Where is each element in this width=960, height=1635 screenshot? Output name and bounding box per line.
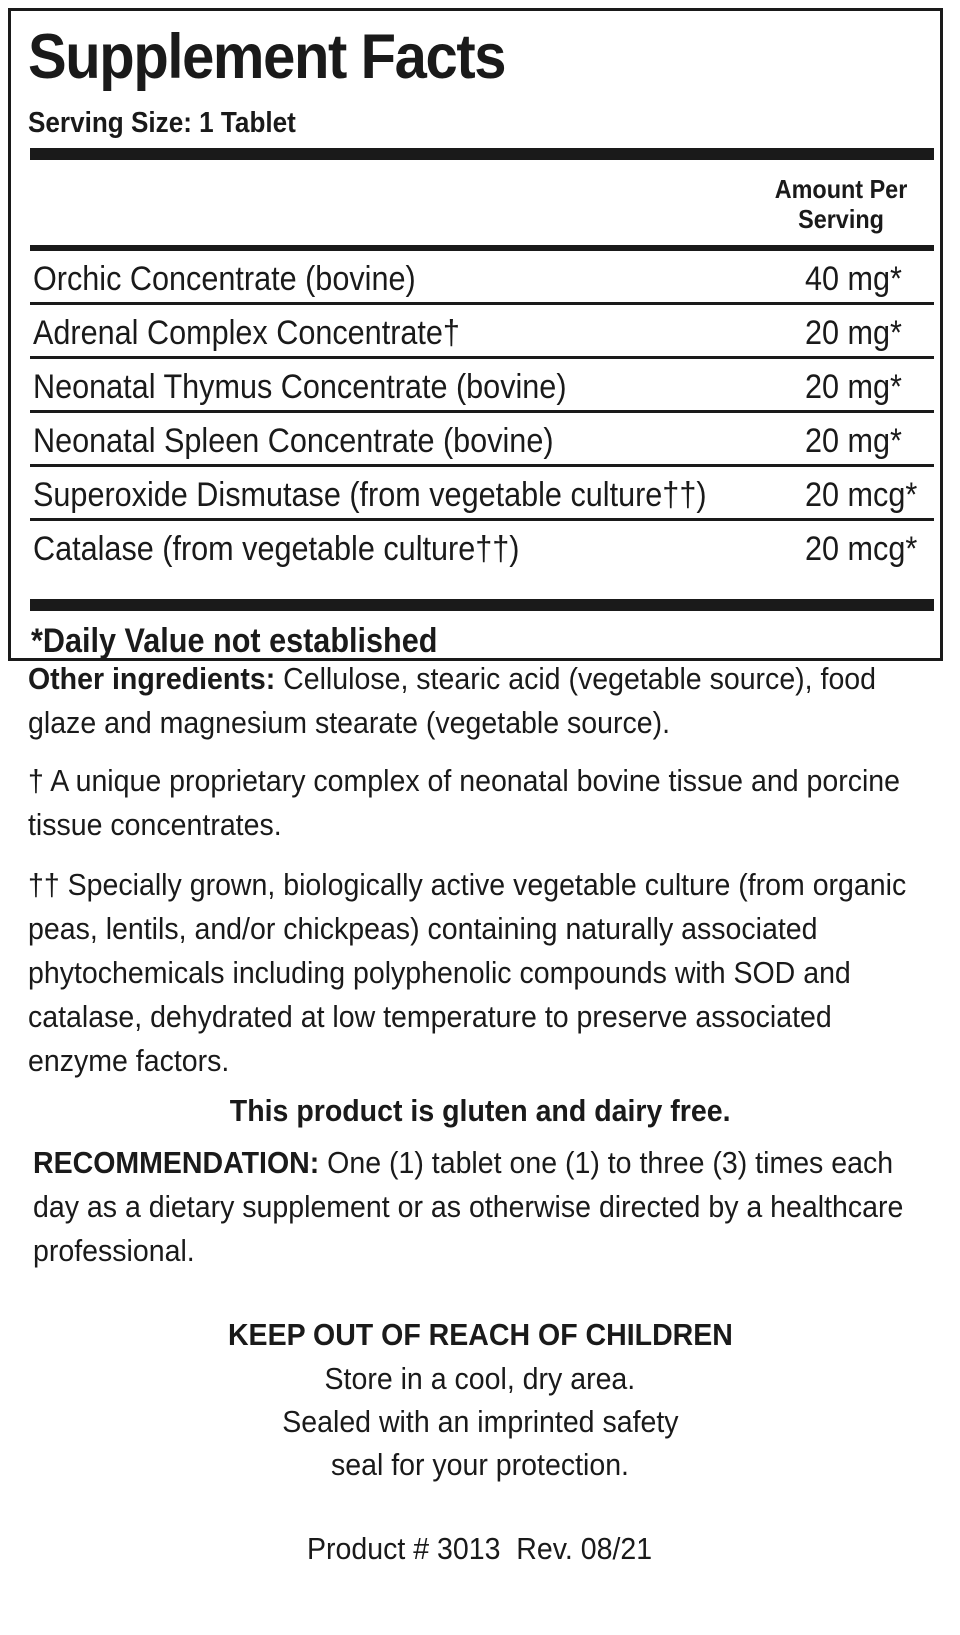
ingredient-row — [30, 251, 934, 305]
ingredient-name: Orchic Concentrate (bovine) — [33, 260, 416, 298]
ingredient-amount: 20 mg* — [805, 422, 902, 460]
ingredient-amount: 40 mg* — [805, 260, 902, 298]
product-info — [0, 1527, 960, 1571]
footnote-dagger: † A unique proprietary complex of neonatal bovine tissue and porcine tissue concentrates. — [28, 763, 901, 842]
ingredient-row — [30, 467, 934, 521]
ingredient-row — [30, 359, 934, 413]
product-number-text: Product # 3013 Rev. 08/21 — [307, 1531, 653, 1566]
other-ingredients — [28, 657, 930, 745]
ingredient-name: Superoxide Dismutase (from vegetable culture††) — [33, 476, 707, 514]
amount-header-line1: Amount Per — [774, 174, 908, 204]
gluten-dairy-free-text: This product is gluten and dairy free. — [229, 1093, 731, 1128]
ingredient-name: Neonatal Spleen Concentrate (bovine) — [33, 422, 554, 460]
ingredient-amount: 20 mg* — [805, 314, 902, 352]
ingredient-name: Neonatal Thymus Concentrate (bovine) — [33, 368, 567, 406]
ingredient-amount: 20 mcg* — [805, 476, 918, 514]
serving-size: Serving Size: 1 Tablet — [28, 107, 296, 139]
recommendation — [33, 1141, 935, 1273]
other-ingredients-label: Other ingredients: — [28, 661, 276, 696]
warning-title-text: KEEP OUT OF REACH OF CHILDREN — [227, 1317, 733, 1352]
amount-header-line2: Serving — [798, 204, 884, 234]
ingredient-name: Catalase (from vegetable culture††) — [33, 530, 520, 568]
seal-text-1: Sealed with an imprinted safety — [281, 1404, 679, 1439]
seal-line-1 — [0, 1400, 960, 1444]
ingredient-row — [30, 413, 934, 467]
ingredient-row — [30, 305, 934, 359]
warning-title — [0, 1313, 960, 1357]
ingredient-amount: 20 mg* — [805, 368, 902, 406]
seal-text-2: seal for your protection. — [330, 1447, 630, 1482]
recommendation-text: One (1) tablet one (1) to three (3) times each day as a dietary supplement or as otherwise directed by a healthcare professional. — [33, 1145, 904, 1268]
divider-thick-top — [30, 148, 934, 160]
recommendation-label: RECOMMENDATION: — [33, 1145, 320, 1180]
facts-title: Supplement Facts — [28, 22, 506, 92]
supplement-facts-panel — [8, 8, 943, 661]
divider-thick-bottom — [30, 599, 934, 611]
gluten-dairy-free-statement — [0, 1089, 960, 1133]
storage-text: Store in a cool, dry area. — [324, 1361, 636, 1396]
daily-value-note: *Daily Value not established — [31, 622, 438, 660]
ingredient-name: Adrenal Complex Concentrate† — [33, 314, 460, 352]
seal-line-2 — [0, 1443, 960, 1487]
storage-line — [0, 1357, 960, 1401]
ingredient-row — [30, 521, 934, 575]
ingredient-amount: 20 mcg* — [805, 530, 918, 568]
footnote-double-dagger: †† Specially grown, biologically active vegetable culture (from organic peas, lentils, and/or chickpeas) containing naturally associated phytochemicals including polyphenolic compounds with SOD and catalase, dehydrated at low temperature to preserve associated enzyme factors. — [28, 867, 907, 1078]
amount-per-serving-header — [751, 174, 931, 234]
other-ingredients-text: Cellulose, stearic acid (vegetable source), food glaze and magnesium stearate (vegetable source). — [28, 661, 877, 740]
